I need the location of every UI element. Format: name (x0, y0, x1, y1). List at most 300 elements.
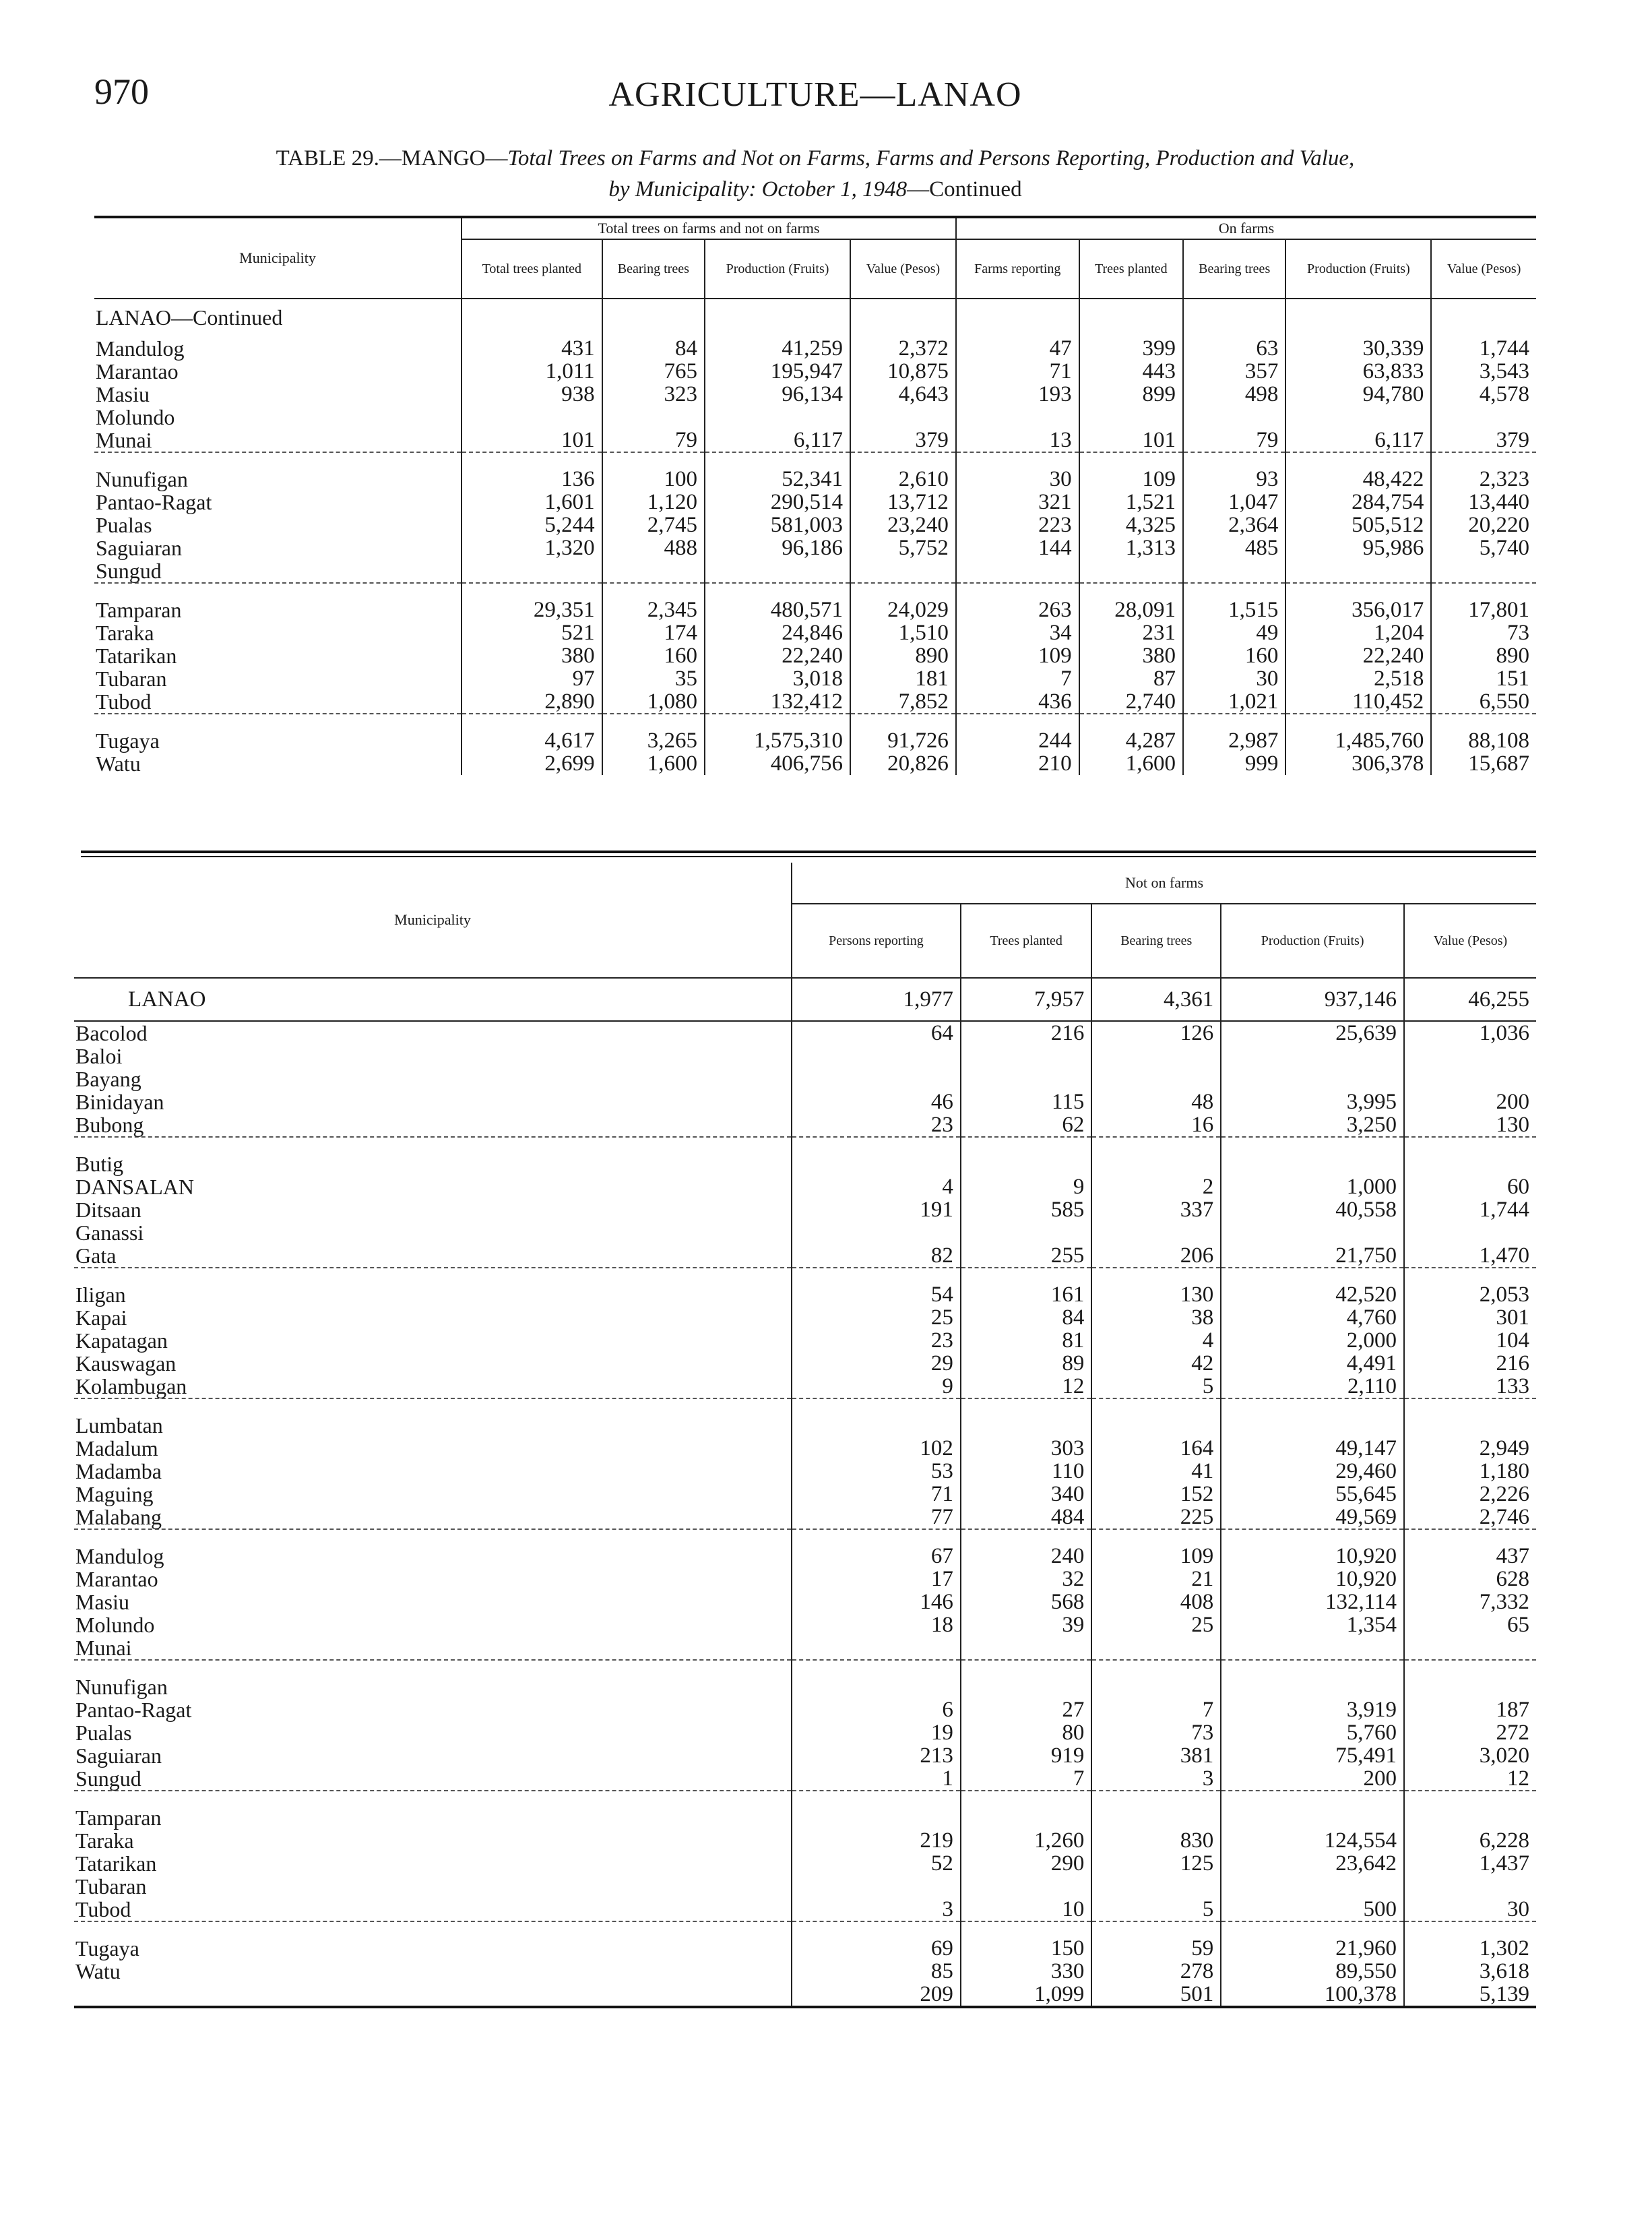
value-cell: 110 (961, 1460, 1091, 1483)
value-cell: 152 (1091, 1483, 1221, 1506)
value-cell: 49 (1183, 621, 1285, 644)
value-cell: 2,745 (602, 514, 705, 536)
table-row (74, 1021, 1536, 1045)
table-row (74, 1306, 1536, 1329)
table-row (94, 337, 1536, 360)
municipality-name: Taraka (96, 621, 154, 645)
value-cell: 10 (961, 1898, 1091, 1921)
value-cell (1091, 1806, 1221, 1829)
table-row (94, 536, 1536, 559)
page-number: 970 (94, 71, 149, 112)
value-cell: 501 (1091, 1983, 1221, 2007)
municipality-name: Masiu (75, 1590, 129, 1614)
column-header: Value (Pesos) (850, 239, 956, 299)
value-cell (1091, 1675, 1221, 1698)
value-cell: 1,744 (1404, 1198, 1536, 1221)
value-cell: 2,323 (1431, 468, 1536, 491)
value-cell: 161 (961, 1283, 1091, 1306)
value-cell (1221, 1636, 1404, 1660)
value-cell (1404, 1068, 1536, 1090)
value-cell: 5 (1091, 1375, 1221, 1398)
value-cell: 62 (961, 1113, 1091, 1137)
page-header (94, 71, 1536, 125)
value-cell: 101 (1079, 429, 1183, 452)
table-row (74, 1090, 1536, 1113)
value-cell (1404, 1875, 1536, 1898)
value-cell: 899 (1079, 383, 1183, 406)
municipality-name: Bayang (75, 1067, 141, 1091)
value-cell: 272 (1404, 1721, 1536, 1744)
value-cell: 5,244 (462, 514, 602, 536)
value-cell: 278 (1091, 1960, 1221, 1983)
value-cell: 100 (602, 468, 705, 491)
value-cell: 7,332 (1404, 1590, 1536, 1613)
table-row (74, 1898, 1536, 1921)
value-cell: 3 (1091, 1767, 1221, 1791)
table-row (74, 1937, 1536, 1960)
value-cell: 213 (792, 1744, 961, 1767)
table-row (74, 1175, 1536, 1198)
empty-cell (1183, 299, 1285, 337)
value-cell: 21 (1091, 1568, 1221, 1590)
table-row (74, 1636, 1536, 1660)
value-cell: 132,412 (705, 690, 850, 714)
municipality-name: Kapai (75, 1305, 127, 1330)
value-cell: 34 (956, 621, 1079, 644)
value-cell: 5,760 (1221, 1721, 1404, 1744)
value-cell (792, 1221, 961, 1244)
table-row (74, 1329, 1536, 1352)
value-cell: 3,995 (1221, 1090, 1404, 1113)
value-cell: 133 (1404, 1375, 1536, 1398)
table-row (74, 1545, 1536, 1568)
municipality-name: Munai (74, 1636, 792, 1660)
value-cell: 379 (1431, 429, 1536, 452)
value-cell: 97 (462, 667, 602, 690)
value-cell: 1,036 (1404, 1021, 1536, 1045)
table-caption (94, 143, 1536, 205)
value-cell: 32 (961, 1568, 1091, 1590)
table-row (74, 1675, 1536, 1698)
value-cell: 4,491 (1221, 1352, 1404, 1375)
value-cell: 306,378 (1285, 752, 1431, 775)
empty-cell (1431, 299, 1536, 337)
column-header: Persons reporting (792, 904, 961, 978)
group-header-on-farms: On farms (956, 217, 1536, 239)
table-row (74, 1613, 1536, 1636)
value-cell (1285, 406, 1431, 429)
value-cell (1404, 1636, 1536, 1660)
value-cell (602, 559, 705, 583)
municipality-name: Watu (75, 1959, 121, 1983)
table-row (74, 1113, 1536, 1137)
empty-cell (462, 299, 602, 337)
value-cell: 223 (956, 514, 1079, 536)
value-cell: 4,760 (1221, 1306, 1404, 1329)
table-row (74, 1875, 1536, 1898)
total-cell: 7,957 (961, 978, 1091, 1021)
value-cell: 2,053 (1404, 1283, 1536, 1306)
municipality-header-2: Municipality (74, 863, 792, 978)
value-cell: 2,000 (1221, 1329, 1404, 1352)
value-cell: 436 (956, 690, 1079, 714)
value-cell: 93 (1183, 468, 1285, 491)
value-cell: 3,020 (1404, 1744, 1536, 1767)
value-cell: 2,890 (462, 690, 602, 714)
value-cell (961, 1221, 1091, 1244)
total-cell: 1,977 (792, 978, 961, 1021)
value-cell (1431, 559, 1536, 583)
column-header: Bearing trees (602, 239, 705, 299)
value-cell: 22,240 (1285, 644, 1431, 667)
value-cell: 22,240 (705, 644, 850, 667)
column-header: Trees planted (1079, 239, 1183, 299)
value-cell: 63 (1183, 337, 1285, 360)
value-cell: 2,372 (850, 337, 956, 360)
value-cell (1221, 1414, 1404, 1437)
value-cell: 2,610 (850, 468, 956, 491)
value-cell: 73 (1431, 621, 1536, 644)
value-cell: 1,600 (1079, 752, 1183, 775)
value-cell: 71 (956, 360, 1079, 383)
column-header: Production (Fruits) (1221, 904, 1404, 978)
value-cell: 49,147 (1221, 1437, 1404, 1460)
value-cell: 13 (956, 429, 1079, 452)
table-separator-thin (81, 856, 1536, 857)
value-cell: 1,470 (1404, 1244, 1536, 1268)
table-row (74, 1352, 1536, 1375)
value-cell: 88,108 (1431, 729, 1536, 752)
value-cell: 216 (961, 1021, 1091, 1045)
municipality-name: Ditsaan (75, 1198, 141, 1222)
value-cell: 85 (792, 1960, 961, 1983)
value-cell (792, 1636, 961, 1660)
value-cell: 67 (792, 1545, 961, 1568)
value-cell: 25,639 (1221, 1021, 1404, 1045)
value-cell: 47 (956, 337, 1079, 360)
value-cell: 500 (1221, 1898, 1404, 1921)
value-cell: 10,920 (1221, 1568, 1404, 1590)
value-cell (961, 1068, 1091, 1090)
value-cell: 30 (1183, 667, 1285, 690)
municipality-name: Masiu (96, 382, 150, 406)
value-cell (1221, 1875, 1404, 1898)
value-cell: 216 (1404, 1352, 1536, 1375)
table-row (94, 690, 1536, 714)
value-cell: 87 (1079, 667, 1183, 690)
value-cell (961, 1875, 1091, 1898)
value-cell: 240 (961, 1545, 1091, 1568)
total-label: LANAO (74, 978, 792, 1021)
value-cell: 12 (961, 1375, 1091, 1398)
table-row (94, 667, 1536, 690)
municipality-name: Nunufigan (75, 1675, 168, 1699)
value-cell: 380 (1079, 644, 1183, 667)
value-cell (1221, 1221, 1404, 1244)
column-header: Farms reporting (956, 239, 1079, 299)
value-cell: 323 (602, 383, 705, 406)
municipality-name: Molundo (96, 405, 175, 429)
value-cell: 30 (1404, 1898, 1536, 1921)
value-cell: 65 (1404, 1613, 1536, 1636)
value-cell: 15,687 (1431, 752, 1536, 775)
municipality-name: Marantao (96, 359, 179, 383)
value-cell: 79 (1183, 429, 1285, 452)
value-cell: 2,364 (1183, 514, 1285, 536)
empty-cell (850, 299, 956, 337)
value-cell: 77 (792, 1506, 961, 1529)
value-cell (705, 406, 850, 429)
table-row (74, 1829, 1536, 1852)
value-cell (1285, 559, 1431, 583)
value-cell: 81 (961, 1329, 1091, 1352)
value-cell: 100,378 (1221, 1983, 1404, 2007)
table-row (74, 1767, 1536, 1791)
value-cell: 52,341 (705, 468, 850, 491)
value-cell: 330 (961, 1960, 1091, 1983)
value-cell: 2,226 (1404, 1483, 1536, 1506)
municipality-name: Bubong (74, 1113, 792, 1137)
municipality-name: Sungud (94, 559, 462, 583)
municipality-name: Saguiaran (96, 536, 182, 560)
value-cell (792, 1875, 961, 1898)
value-cell: 30,339 (1285, 337, 1431, 360)
value-cell: 5,752 (850, 536, 956, 559)
table-row (94, 468, 1536, 491)
value-cell: 89,550 (1221, 1960, 1404, 1983)
table-row (94, 598, 1536, 621)
value-cell: 3 (792, 1898, 961, 1921)
table-row (74, 1068, 1536, 1090)
value-cell: 200 (1404, 1090, 1536, 1113)
value-cell: 17 (792, 1568, 961, 1590)
value-cell: 521 (462, 621, 602, 644)
value-cell: 55,645 (1221, 1483, 1404, 1506)
value-cell: 73 (1091, 1721, 1221, 1744)
value-cell: 337 (1091, 1198, 1221, 1221)
value-cell: 488 (602, 536, 705, 559)
value-cell (1221, 1152, 1404, 1175)
value-cell: 16 (1091, 1113, 1221, 1137)
value-cell: 1,204 (1285, 621, 1431, 644)
value-cell: 263 (956, 598, 1079, 621)
value-cell: 381 (1091, 1744, 1221, 1767)
value-cell: 48,422 (1285, 468, 1431, 491)
value-cell: 4,643 (850, 383, 956, 406)
table-row (94, 406, 1536, 429)
value-cell: 30 (956, 468, 1079, 491)
value-cell: 7 (956, 667, 1079, 690)
total-cell: 4,361 (1091, 978, 1221, 1021)
municipality-name: Gata (74, 1244, 792, 1268)
value-cell: 206 (1091, 1244, 1221, 1268)
value-cell (1091, 1636, 1221, 1660)
value-cell: 75,491 (1221, 1744, 1404, 1767)
municipality-name: Taraka (75, 1828, 134, 1853)
municipality-name: Pantao-Ragat (75, 1698, 192, 1722)
value-cell: 60 (1404, 1175, 1536, 1198)
value-cell: 284,754 (1285, 491, 1431, 514)
municipality-name: Malabang (74, 1506, 792, 1529)
value-cell: 52 (792, 1852, 961, 1875)
value-cell: 585 (961, 1198, 1091, 1221)
value-cell: 20,826 (850, 752, 956, 775)
municipality-name: Marantao (75, 1567, 158, 1591)
value-cell: 187 (1404, 1698, 1536, 1721)
value-cell: 12 (1404, 1767, 1536, 1791)
table-row (94, 429, 1536, 452)
value-cell: 53 (792, 1460, 961, 1483)
value-cell: 42,520 (1221, 1283, 1404, 1306)
municipality-name: Binidayan (75, 1090, 164, 1114)
municipality-name: Molundo (75, 1613, 155, 1637)
value-cell: 568 (961, 1590, 1091, 1613)
table-row (74, 1283, 1536, 1306)
municipality-name: Tugaya (96, 729, 160, 753)
group-header-not-on-farms: Not on farms (792, 863, 1536, 904)
municipality-name: Nunufigan (96, 467, 188, 491)
empty-cell (602, 299, 705, 337)
value-cell: 1,011 (462, 360, 602, 383)
table-row (94, 491, 1536, 514)
empty-cell (1079, 299, 1183, 337)
value-cell (1221, 1675, 1404, 1698)
value-cell (961, 1152, 1091, 1175)
value-cell: 59 (1091, 1937, 1221, 1960)
value-cell: 126 (1091, 1021, 1221, 1045)
value-cell: 1,600 (602, 752, 705, 775)
value-cell: 7,852 (850, 690, 956, 714)
value-cell: 23,642 (1221, 1852, 1404, 1875)
value-cell: 321 (956, 491, 1079, 514)
value-cell: 95,986 (1285, 536, 1431, 559)
value-cell: 2,949 (1404, 1437, 1536, 1460)
value-cell: 231 (1079, 621, 1183, 644)
table-row (74, 1221, 1536, 1244)
value-cell: 160 (1183, 644, 1285, 667)
value-cell (462, 559, 602, 583)
column-header: Production (Fruits) (705, 239, 850, 299)
value-cell: 6,117 (1285, 429, 1431, 452)
column-header: Production (Fruits) (1285, 239, 1431, 299)
value-cell: 80 (961, 1721, 1091, 1744)
table-row (74, 1960, 1536, 1983)
value-cell (1079, 559, 1183, 583)
municipality-name: Tugaya (75, 1936, 139, 1960)
value-cell: 20,220 (1431, 514, 1536, 536)
value-cell: 71 (792, 1483, 961, 1506)
value-cell: 46 (792, 1090, 961, 1113)
value-cell: 2,699 (462, 752, 602, 775)
value-cell: 4,287 (1079, 729, 1183, 752)
value-cell: 2,345 (602, 598, 705, 621)
value-cell: 3,250 (1221, 1113, 1404, 1137)
value-cell: 408 (1091, 1590, 1221, 1613)
municipality-name: Baloi (75, 1044, 123, 1068)
value-cell: 96,186 (705, 536, 850, 559)
value-cell: 1,601 (462, 491, 602, 514)
value-cell: 999 (1183, 752, 1285, 775)
value-cell: 484 (961, 1506, 1091, 1529)
table-row (94, 752, 1536, 775)
table-on-farms (94, 216, 1536, 775)
total-cell: 46,255 (1404, 978, 1536, 1021)
municipality-name: Saguiaran (75, 1743, 162, 1768)
region-label: LANAO—Continued (96, 305, 283, 330)
value-cell (602, 406, 705, 429)
value-cell: 1,000 (1221, 1175, 1404, 1198)
municipality-name: Tubaran (75, 1874, 147, 1898)
value-cell: 17,801 (1431, 598, 1536, 621)
value-cell: 1,521 (1079, 491, 1183, 514)
value-cell: 191 (792, 1198, 961, 1221)
value-cell (792, 1068, 961, 1090)
value-cell: 1,021 (1183, 690, 1285, 714)
value-cell: 340 (961, 1483, 1091, 1506)
value-cell: 1,313 (1079, 536, 1183, 559)
value-cell: 919 (961, 1744, 1091, 1767)
value-cell: 94,780 (1285, 383, 1431, 406)
value-cell: 1,510 (850, 621, 956, 644)
value-cell: 4,617 (462, 729, 602, 752)
value-cell: 4 (792, 1175, 961, 1198)
value-cell: 102 (792, 1437, 961, 1460)
municipality-name: Tamparan (75, 1805, 162, 1830)
value-cell: 38 (1091, 1306, 1221, 1329)
value-cell: 144 (956, 536, 1079, 559)
value-cell: 1,180 (1404, 1460, 1536, 1483)
value-cell: 210 (956, 752, 1079, 775)
value-cell: 39 (961, 1613, 1091, 1636)
value-cell: 4,325 (1079, 514, 1183, 536)
value-cell (1091, 1221, 1221, 1244)
municipality-name: Watu (96, 751, 141, 776)
value-cell: 3,618 (1404, 1960, 1536, 1983)
municipality-name: Maguing (75, 1482, 154, 1506)
value-cell: 480,571 (705, 598, 850, 621)
value-cell (850, 559, 956, 583)
value-cell: 10,920 (1221, 1545, 1404, 1568)
value-cell: 443 (1079, 360, 1183, 383)
value-cell: 23 (792, 1329, 961, 1352)
value-cell (850, 406, 956, 429)
table-row (94, 559, 1536, 583)
value-cell: 84 (961, 1306, 1091, 1329)
value-cell: 1,485,760 (1285, 729, 1431, 752)
table-not-on-farms (74, 863, 1536, 2008)
municipality-name: Mandulog (96, 336, 185, 361)
value-cell: 255 (961, 1244, 1091, 1268)
value-cell: 21,960 (1221, 1937, 1404, 1960)
value-cell (792, 1806, 961, 1829)
value-cell: 4,578 (1431, 383, 1536, 406)
value-cell: 1,515 (1183, 598, 1285, 621)
value-cell: 1,047 (1183, 491, 1285, 514)
value-cell: 89 (961, 1352, 1091, 1375)
table-row (74, 1721, 1536, 1744)
value-cell: 765 (602, 360, 705, 383)
value-cell: 2,740 (1079, 690, 1183, 714)
value-cell: 29,351 (462, 598, 602, 621)
value-cell: 132,114 (1221, 1590, 1404, 1613)
table-row (74, 1045, 1536, 1068)
value-cell: 437 (1404, 1545, 1536, 1568)
value-cell (1221, 1806, 1404, 1829)
table-row (74, 1483, 1536, 1506)
value-cell: 64 (792, 1021, 961, 1045)
value-cell (1183, 406, 1285, 429)
table-row (74, 1414, 1536, 1437)
